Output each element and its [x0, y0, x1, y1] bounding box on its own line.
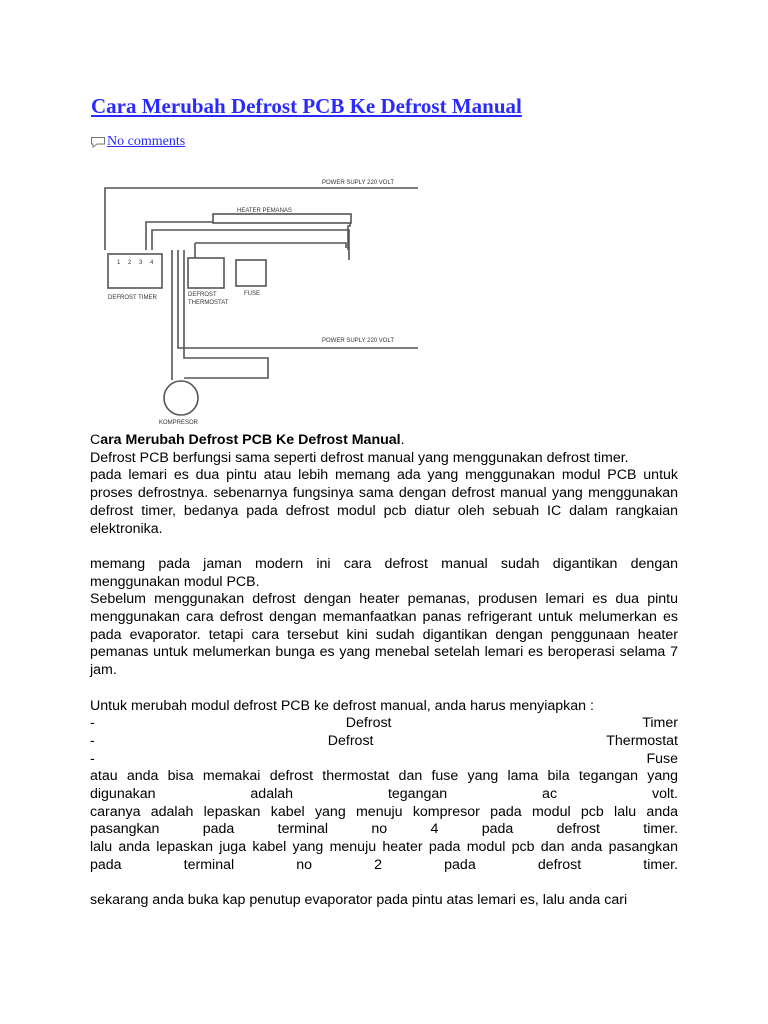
label-heater: HEATER PEMANAS	[237, 208, 292, 214]
comments-link[interactable]: No comments	[107, 134, 186, 149]
article-body	[90, 432, 678, 910]
terminal-4: 4	[150, 260, 154, 266]
heater-wire-left	[146, 222, 213, 250]
power-line-bottom	[178, 250, 418, 348]
paragraph-2a: memang pada jaman modern ini cara defrost manual sudah digantikan dengan menggunakan modul PCB.	[90, 555, 678, 590]
comment-icon	[90, 136, 106, 148]
compressor-wire-2	[184, 250, 268, 378]
paragraph-3-intro: Untuk merubah modul defrost PCB ke defrost manual, anda harus menyiapkan :	[90, 697, 594, 714]
defrost-thermostat-box	[188, 258, 224, 288]
label-defrost-thermostat-2: THERMOSTAT	[188, 300, 229, 306]
thermostat-fuse-wire	[195, 243, 346, 248]
paragraph-4: sekarang anda buka kap penutup evaporator pada pintu atas lemari es, lalu anda cari	[90, 892, 628, 909]
terminal-1: 1	[117, 260, 121, 266]
wiring-diagram	[100, 168, 430, 426]
fuse-box	[236, 260, 266, 286]
label-power-top: POWER SUPLY 220 VOLT	[322, 180, 395, 186]
paragraph-1a: Defrost PCB berfungsi sama seperti defrost manual yang menggunakan defrost timer.	[90, 449, 629, 466]
label-compressor: KOMPRESOR	[159, 420, 199, 426]
list-item-fuse: - Fuse	[90, 750, 678, 767]
heater-wire-right	[152, 230, 349, 260]
comments-row	[90, 134, 185, 150]
paragraph-3-line-2: caranya adalah lepaskan kabel yang menuju kompresor pada modul pcb lalu anda pasangkan pada terminal no 4 pada defrost timer.	[90, 803, 678, 838]
heading-period: .	[400, 432, 405, 448]
paragraph-1b: pada lemari es dua pintu atau lebih memang ada yang menggunakan modul PCB untuk proses defrostnya. sebenarnya fungsinya sama dengan defrost manual yang menggunakan defrost timer, bedanya pada defrost modul pcb diatur oleh sebuah IC dalam rangkaian elektronika.	[90, 467, 678, 537]
paragraph-2b: Sebelum menggunakan defrost dengan heater pemanas, produsen lemari es dua pintu menggunakan cara defrost dengan memanfaatkan panas refrigerant untuk melumerkan es pada evaporator. tetapi cara tersebut kini sudah digantikan dengan penggunaan heater pemanas untuk melumerkan bunga es yang menebal setelah lemari es beroperasi selama 7 jam.	[90, 591, 678, 679]
list-item-thermostat: - Defrost Thermostat	[90, 732, 678, 749]
paragraph-3-line-1: atau anda bisa memakai defrost thermostat dan fuse yang lama bila tegangan yang digunakan adalah tegangan ac volt.	[90, 768, 678, 803]
terminal-2: 2	[128, 260, 132, 266]
label-power-bottom: POWER SUPLY 220 VOLT	[322, 338, 395, 344]
heading-first-letter: C	[90, 432, 101, 448]
paragraph-3-line-3: lalu anda lepaskan juga kabel yang menuju heater pada modul pcb dan anda pasangkan pada terminal no 2 pada defrost timer.	[90, 839, 678, 873]
label-defrost-timer: DEFROST TIMER	[108, 295, 157, 301]
label-defrost-thermostat-1: DEFROST	[188, 292, 217, 298]
compressor-circle	[164, 381, 198, 415]
article-heading	[90, 432, 678, 450]
terminal-3: 3	[139, 260, 143, 266]
list-item-timer: - Defrost Timer	[90, 715, 678, 732]
article-title[interactable]: Cara Merubah Defrost PCB Ke Defrost Manual	[91, 94, 522, 118]
label-fuse: FUSE	[244, 291, 261, 297]
heater-element	[213, 214, 351, 223]
heading-bold: ara Merubah Defrost PCB Ke Defrost Manual	[100, 432, 401, 448]
